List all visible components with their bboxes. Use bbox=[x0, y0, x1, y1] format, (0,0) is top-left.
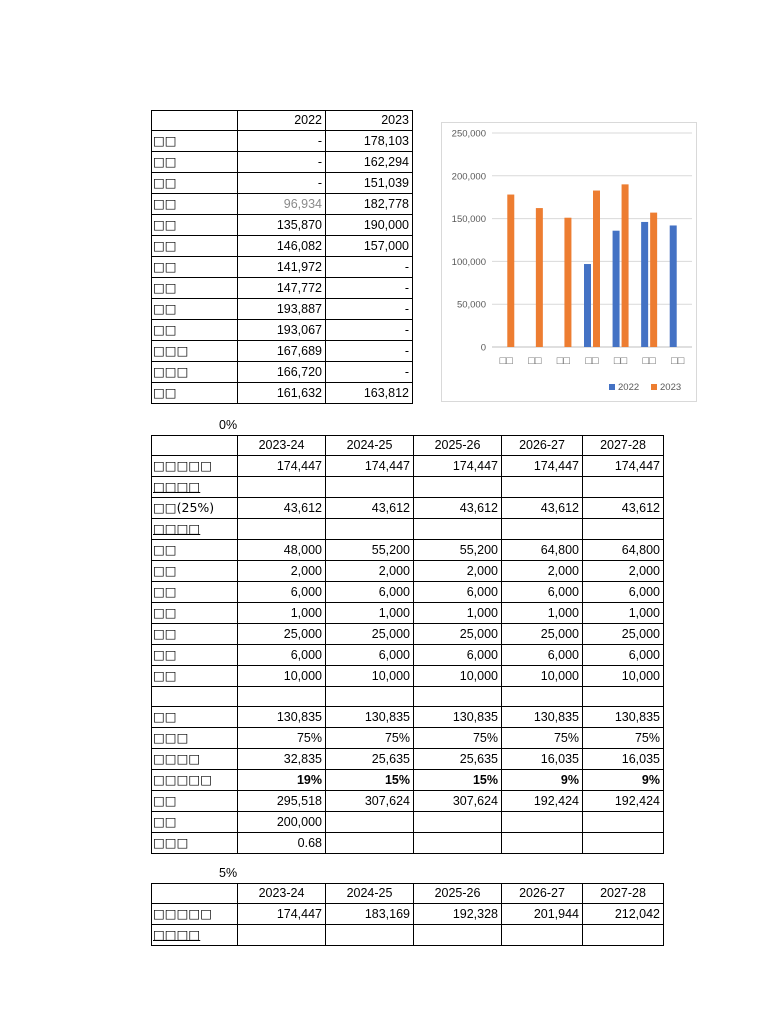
header-cell: 2026-27 bbox=[502, 884, 583, 904]
value-cell bbox=[583, 812, 664, 833]
row-label bbox=[152, 791, 238, 812]
y-tick-label: 50,000 bbox=[456, 299, 486, 311]
monthly-table bbox=[151, 110, 413, 404]
row-label bbox=[152, 728, 238, 749]
value-cell: 6,000 bbox=[502, 645, 583, 666]
value-cell: 75% bbox=[414, 728, 502, 749]
header-cell: 2027-28 bbox=[583, 884, 664, 904]
header-cell: 2025-26 bbox=[414, 884, 502, 904]
table-row bbox=[152, 152, 413, 173]
value-2022: 167,689 bbox=[238, 341, 326, 362]
header-cell: 2024-25 bbox=[326, 436, 414, 456]
value-cell: 10,000 bbox=[414, 666, 502, 687]
value-cell bbox=[326, 812, 414, 833]
bar-2023 bbox=[536, 208, 543, 347]
x-tick-label: □□ bbox=[556, 355, 571, 367]
value-2023: 163,812 bbox=[326, 383, 413, 404]
value-cell: 174,447 bbox=[326, 456, 414, 477]
value-cell bbox=[326, 833, 414, 854]
table-row bbox=[152, 498, 664, 519]
value-2023: 162,294 bbox=[326, 152, 413, 173]
value-cell: 1,000 bbox=[326, 603, 414, 624]
value-2023: - bbox=[326, 341, 413, 362]
x-tick-label: □□ bbox=[642, 355, 656, 367]
value-cell: 10,000 bbox=[502, 666, 583, 687]
value-cell bbox=[502, 477, 583, 498]
row-label bbox=[152, 904, 238, 925]
row-label-text: □□ bbox=[153, 793, 177, 808]
row-label bbox=[152, 341, 238, 362]
value-cell: 130,835 bbox=[502, 707, 583, 728]
bar-2022 bbox=[641, 222, 648, 347]
value-cell: 174,447 bbox=[414, 456, 502, 477]
table-row bbox=[152, 519, 664, 540]
value-cell: 6,000 bbox=[326, 582, 414, 603]
value-cell: 25,635 bbox=[326, 749, 414, 770]
value-cell: 55,200 bbox=[414, 540, 502, 561]
value-2022: - bbox=[238, 152, 326, 173]
x-tick-label: □□ bbox=[528, 355, 542, 367]
bar-2023 bbox=[507, 195, 514, 347]
table-row bbox=[152, 299, 413, 320]
value-2022: 147,772 bbox=[238, 278, 326, 299]
x-tick-label: □□ bbox=[613, 355, 628, 367]
value-cell: 10,000 bbox=[326, 666, 414, 687]
row-label-text: □□ bbox=[153, 542, 177, 557]
x-tick-label: □□ bbox=[585, 355, 599, 367]
table-row bbox=[152, 749, 664, 770]
value-cell bbox=[583, 833, 664, 854]
table-row bbox=[152, 320, 413, 341]
value-2023: 182,778 bbox=[326, 194, 413, 215]
value-cell: 25,635 bbox=[414, 749, 502, 770]
value-cell: 2,000 bbox=[326, 561, 414, 582]
value-cell: 6,000 bbox=[583, 645, 664, 666]
value-cell: 130,835 bbox=[583, 707, 664, 728]
value-cell: 1,000 bbox=[502, 603, 583, 624]
row-label-text: □□□□ bbox=[153, 521, 201, 536]
value-cell: 192,424 bbox=[502, 791, 583, 812]
value-cell: 9% bbox=[583, 770, 664, 791]
value-cell: 64,800 bbox=[583, 540, 664, 561]
row-label bbox=[152, 278, 238, 299]
legend-label: 2023 bbox=[660, 382, 682, 393]
header-cell: 2026-27 bbox=[502, 436, 583, 456]
value-2022: - bbox=[238, 131, 326, 152]
header-cell: 2024-25 bbox=[326, 884, 414, 904]
table-row bbox=[152, 645, 664, 666]
table-row bbox=[152, 833, 664, 854]
row-label-text: □□ bbox=[153, 154, 177, 169]
value-2023: - bbox=[326, 299, 413, 320]
table-row bbox=[152, 362, 413, 383]
value-cell bbox=[414, 812, 502, 833]
value-cell: 2,000 bbox=[502, 561, 583, 582]
bar-2023 bbox=[564, 218, 571, 347]
value-2023: 178,103 bbox=[326, 131, 413, 152]
value-cell: 2,000 bbox=[583, 561, 664, 582]
table-row bbox=[152, 925, 664, 946]
value-cell: 9% bbox=[502, 770, 583, 791]
bar-2022 bbox=[584, 264, 591, 347]
value-2023: 157,000 bbox=[326, 236, 413, 257]
table-row bbox=[152, 687, 664, 707]
row-label bbox=[152, 645, 238, 666]
table-row bbox=[152, 477, 664, 498]
value-cell: 64,800 bbox=[502, 540, 583, 561]
value-cell bbox=[238, 477, 326, 498]
table-row bbox=[152, 812, 664, 833]
y-tick-label: 0 bbox=[480, 342, 486, 354]
table-row bbox=[152, 561, 664, 582]
value-cell: 75% bbox=[583, 728, 664, 749]
value-cell bbox=[414, 477, 502, 498]
value-cell: 10,000 bbox=[583, 666, 664, 687]
section2-rate: 0% bbox=[219, 418, 238, 432]
value-cell bbox=[502, 687, 583, 707]
value-cell bbox=[583, 519, 664, 540]
bar-chart-svg bbox=[442, 123, 696, 401]
value-cell bbox=[502, 833, 583, 854]
value-cell bbox=[326, 687, 414, 707]
value-2023: - bbox=[326, 257, 413, 278]
value-cell: 25,000 bbox=[583, 624, 664, 645]
row-label-text: □□ bbox=[153, 605, 177, 620]
value-cell: 130,835 bbox=[326, 707, 414, 728]
value-cell bbox=[502, 519, 583, 540]
row-label bbox=[152, 456, 238, 477]
header-cell: 2023-24 bbox=[238, 884, 326, 904]
header-cell: 2023-24 bbox=[238, 436, 326, 456]
row-label bbox=[152, 194, 238, 215]
value-cell: 43,612 bbox=[414, 498, 502, 519]
bar-2023 bbox=[622, 184, 629, 347]
value-cell bbox=[414, 925, 502, 946]
value-cell: 200,000 bbox=[238, 812, 326, 833]
x-tick-label: □□ bbox=[671, 355, 685, 367]
value-cell: 16,035 bbox=[502, 749, 583, 770]
row-label bbox=[152, 173, 238, 194]
table-row bbox=[152, 791, 664, 812]
row-label bbox=[152, 749, 238, 770]
value-cell bbox=[502, 925, 583, 946]
row-label bbox=[152, 770, 238, 791]
row-label-text: □□(25%) bbox=[153, 500, 215, 515]
row-label bbox=[152, 236, 238, 257]
value-cell: 174,447 bbox=[583, 456, 664, 477]
header-cell: 2025-26 bbox=[414, 436, 502, 456]
value-cell: 55,200 bbox=[326, 540, 414, 561]
value-cell: 1,000 bbox=[414, 603, 502, 624]
value-cell: 19% bbox=[238, 770, 326, 791]
table-row bbox=[152, 770, 664, 791]
value-cell: 2,000 bbox=[238, 561, 326, 582]
row-label bbox=[152, 603, 238, 624]
value-cell bbox=[238, 519, 326, 540]
row-label bbox=[152, 383, 238, 404]
table-row bbox=[152, 131, 413, 152]
value-cell: 6,000 bbox=[238, 645, 326, 666]
value-cell: 2,000 bbox=[414, 561, 502, 582]
legend-label: 2022 bbox=[618, 382, 640, 393]
row-label-text: □□ bbox=[153, 647, 177, 662]
row-label-text: □□ bbox=[153, 259, 177, 274]
row-label-text: □□ bbox=[153, 301, 177, 316]
value-cell: 201,944 bbox=[502, 904, 583, 925]
table-row bbox=[152, 666, 664, 687]
row-label-text: □□□□ bbox=[153, 751, 201, 766]
table-row bbox=[152, 707, 664, 728]
y-tick-label: 150,000 bbox=[451, 214, 486, 226]
value-cell: 25,000 bbox=[502, 624, 583, 645]
row-label bbox=[152, 812, 238, 833]
table-row bbox=[152, 236, 413, 257]
row-label-text: □□ bbox=[153, 280, 177, 295]
value-cell: 1,000 bbox=[583, 603, 664, 624]
value-cell: 1,000 bbox=[238, 603, 326, 624]
row-label-text: □□□ bbox=[153, 343, 189, 358]
row-label bbox=[152, 519, 238, 540]
row-label-text: □□□□□ bbox=[153, 458, 213, 473]
y-tick-label: 200,000 bbox=[451, 171, 486, 183]
value-2023: 151,039 bbox=[326, 173, 413, 194]
row-label bbox=[152, 152, 238, 173]
header-cell bbox=[152, 884, 238, 904]
row-label-text: □□□ bbox=[153, 364, 189, 379]
value-cell: 174,447 bbox=[502, 456, 583, 477]
table-row bbox=[152, 456, 664, 477]
value-cell: 25,000 bbox=[238, 624, 326, 645]
table-row bbox=[152, 383, 413, 404]
row-label bbox=[152, 131, 238, 152]
value-2023: 190,000 bbox=[326, 215, 413, 236]
row-label-text: □□□ bbox=[153, 835, 189, 850]
value-cell: 6,000 bbox=[583, 582, 664, 603]
bar-2022 bbox=[613, 231, 620, 347]
value-2022: 135,870 bbox=[238, 215, 326, 236]
value-cell: 6,000 bbox=[502, 582, 583, 603]
value-cell: 16,035 bbox=[583, 749, 664, 770]
table-row bbox=[152, 173, 413, 194]
table-row bbox=[152, 904, 664, 925]
legend-swatch bbox=[651, 384, 657, 390]
row-label bbox=[152, 215, 238, 236]
table-header-row bbox=[152, 436, 664, 456]
row-label-text: □□ bbox=[153, 563, 177, 578]
value-cell: 307,624 bbox=[414, 791, 502, 812]
row-label-text: □□ bbox=[153, 133, 177, 148]
value-cell: 183,169 bbox=[326, 904, 414, 925]
row-label-text: □□ bbox=[153, 175, 177, 190]
row-label bbox=[152, 320, 238, 341]
bar-2023 bbox=[650, 213, 657, 347]
header-cell: 2027-28 bbox=[583, 436, 664, 456]
value-2023: - bbox=[326, 362, 413, 383]
value-cell: 75% bbox=[326, 728, 414, 749]
table-row bbox=[152, 582, 664, 603]
row-label bbox=[152, 687, 238, 707]
row-label-text: □□□ bbox=[153, 730, 189, 745]
row-label-text: □□ bbox=[153, 322, 177, 337]
value-2022: 146,082 bbox=[238, 236, 326, 257]
value-2023: - bbox=[326, 320, 413, 341]
value-cell: 75% bbox=[238, 728, 326, 749]
row-label bbox=[152, 498, 238, 519]
value-cell: 25,000 bbox=[326, 624, 414, 645]
x-tick-label: □□ bbox=[499, 355, 513, 367]
row-label bbox=[152, 666, 238, 687]
value-cell: 43,612 bbox=[238, 498, 326, 519]
value-cell bbox=[583, 687, 664, 707]
bar-2022 bbox=[670, 225, 677, 347]
value-cell: 174,447 bbox=[238, 904, 326, 925]
value-cell: 6,000 bbox=[414, 582, 502, 603]
row-label-text: □□ bbox=[153, 217, 177, 232]
row-label bbox=[152, 582, 238, 603]
row-label-text: □□□□□ bbox=[153, 906, 213, 921]
row-label bbox=[152, 561, 238, 582]
value-cell bbox=[326, 519, 414, 540]
value-cell bbox=[414, 687, 502, 707]
value-cell bbox=[414, 833, 502, 854]
header-cell: 2023 bbox=[326, 111, 413, 131]
value-cell: 43,612 bbox=[326, 498, 414, 519]
projection-table-5pct bbox=[151, 883, 664, 946]
value-cell: 192,328 bbox=[414, 904, 502, 925]
row-label bbox=[152, 362, 238, 383]
value-cell: 6,000 bbox=[414, 645, 502, 666]
value-cell: 6,000 bbox=[326, 645, 414, 666]
row-label-text: □□□□ bbox=[153, 479, 201, 494]
bar-chart bbox=[441, 122, 697, 402]
value-cell: 212,042 bbox=[583, 904, 664, 925]
table-row bbox=[152, 257, 413, 278]
row-label bbox=[152, 833, 238, 854]
row-label-text: □□□□ bbox=[153, 927, 201, 942]
table-row bbox=[152, 728, 664, 749]
value-cell: 130,835 bbox=[238, 707, 326, 728]
value-cell bbox=[414, 519, 502, 540]
value-2022: 141,972 bbox=[238, 257, 326, 278]
value-cell bbox=[583, 477, 664, 498]
value-cell bbox=[326, 477, 414, 498]
row-label-text: □□ bbox=[153, 238, 177, 253]
row-label bbox=[152, 299, 238, 320]
value-cell: 6,000 bbox=[238, 582, 326, 603]
section3-rate: 5% bbox=[219, 866, 238, 880]
y-tick-label: 100,000 bbox=[451, 256, 486, 268]
value-cell bbox=[502, 812, 583, 833]
value-cell: 130,835 bbox=[414, 707, 502, 728]
value-cell: 15% bbox=[414, 770, 502, 791]
value-cell: 43,612 bbox=[583, 498, 664, 519]
table-row bbox=[152, 194, 413, 215]
value-cell: 43,612 bbox=[502, 498, 583, 519]
value-2022: 193,887 bbox=[238, 299, 326, 320]
row-label-text: □□ bbox=[153, 196, 177, 211]
value-2022: 96,934 bbox=[238, 194, 326, 215]
value-cell: 174,447 bbox=[238, 456, 326, 477]
value-cell bbox=[326, 925, 414, 946]
row-label-text: □□ bbox=[153, 709, 177, 724]
table-header-row bbox=[152, 111, 413, 131]
projection-table-0pct bbox=[151, 435, 664, 854]
value-cell bbox=[583, 925, 664, 946]
value-2023: - bbox=[326, 278, 413, 299]
table-row bbox=[152, 624, 664, 645]
value-2022: 166,720 bbox=[238, 362, 326, 383]
value-cell: 295,518 bbox=[238, 791, 326, 812]
value-cell: 15% bbox=[326, 770, 414, 791]
header-cell bbox=[152, 111, 238, 131]
value-cell: 192,424 bbox=[583, 791, 664, 812]
row-label bbox=[152, 707, 238, 728]
value-2022: 193,067 bbox=[238, 320, 326, 341]
value-cell: 25,000 bbox=[414, 624, 502, 645]
row-label-text: □□ bbox=[153, 814, 177, 829]
table-row bbox=[152, 215, 413, 236]
value-cell: 75% bbox=[502, 728, 583, 749]
header-cell bbox=[152, 436, 238, 456]
row-label bbox=[152, 540, 238, 561]
table-row bbox=[152, 341, 413, 362]
row-label-text: □□ bbox=[153, 668, 177, 683]
row-label bbox=[152, 257, 238, 278]
row-label-text: □□ bbox=[153, 626, 177, 641]
value-cell bbox=[238, 687, 326, 707]
value-cell: 48,000 bbox=[238, 540, 326, 561]
header-cell: 2022 bbox=[238, 111, 326, 131]
table-header-row bbox=[152, 884, 664, 904]
row-label bbox=[152, 477, 238, 498]
table-row bbox=[152, 603, 664, 624]
legend-swatch bbox=[609, 384, 615, 390]
row-label bbox=[152, 925, 238, 946]
row-label bbox=[152, 624, 238, 645]
bar-2023 bbox=[593, 191, 600, 347]
table-row bbox=[152, 540, 664, 561]
value-2022: 161,632 bbox=[238, 383, 326, 404]
value-cell: 32,835 bbox=[238, 749, 326, 770]
value-cell bbox=[238, 925, 326, 946]
row-label-text: □□ bbox=[153, 584, 177, 599]
value-2022: - bbox=[238, 173, 326, 194]
y-tick-label: 250,000 bbox=[451, 128, 486, 140]
table-row bbox=[152, 278, 413, 299]
value-cell: 307,624 bbox=[326, 791, 414, 812]
row-label-text: □□□□□ bbox=[153, 772, 213, 787]
value-cell: 0.68 bbox=[238, 833, 326, 854]
value-cell: 10,000 bbox=[238, 666, 326, 687]
row-label-text: □□ bbox=[153, 385, 177, 400]
